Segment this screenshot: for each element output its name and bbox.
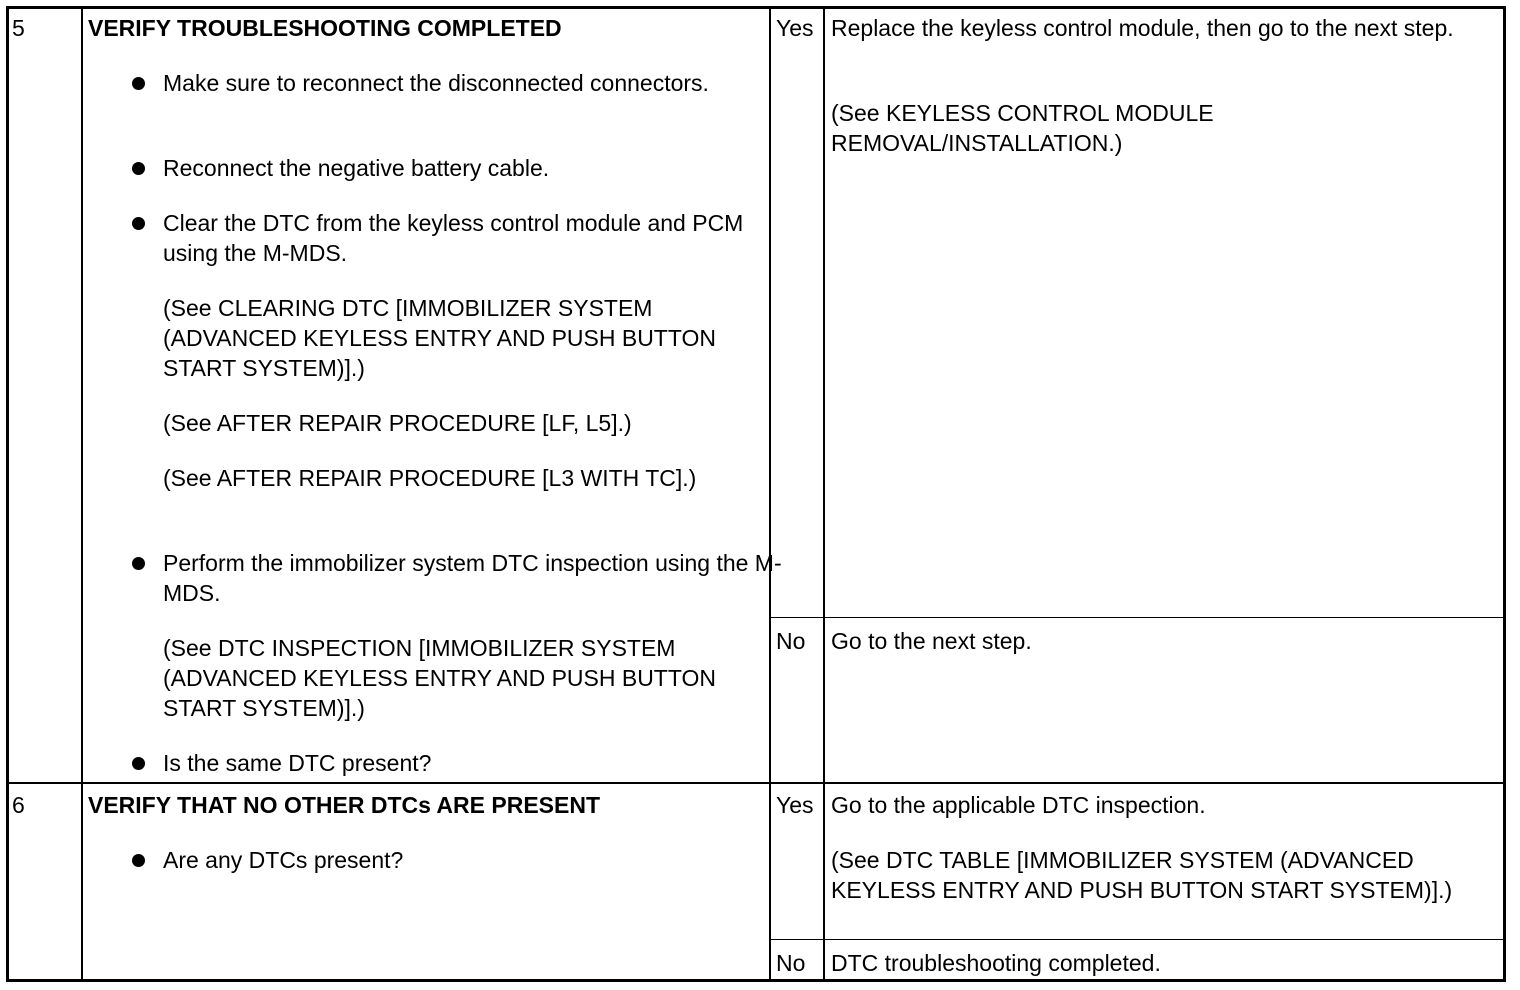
no-action: Go to the next step. <box>831 628 1032 654</box>
yes-no-divider <box>769 617 1506 618</box>
reference-note: (See CLEARING DTC [IMMOBILIZER SYSTEM (ADVANCED KEYLESS ENTRY AND PUSH BUTTON START SYSTEM)].) <box>163 295 716 381</box>
reference-note: (See DTC INSPECTION [IMMOBILIZER SYSTEM (ADVANCED KEYLESS ENTRY AND PUSH BUTTON START SYSTEM)].) <box>163 635 716 721</box>
step-title: VERIFY THAT NO OTHER DTCs ARE PRESENT <box>88 792 601 818</box>
reference-note: (See AFTER REPAIR PROCEDURE [LF, L5].) <box>163 410 632 436</box>
step-bullet-item: Are any DTCs present? <box>88 845 823 875</box>
yes-reference: (See DTC TABLE [IMMOBILIZER SYSTEM (ADVANCED KEYLESS ENTRY AND PUSH BUTTON START SYSTEM)].) <box>831 847 1453 903</box>
yes-action: Replace the keyless control module, then go to the next step. <box>831 15 1454 41</box>
yes-no-divider <box>769 939 1506 940</box>
step-number: 5 <box>12 15 25 41</box>
no-label: No <box>776 950 806 976</box>
yes-label: Yes <box>776 792 814 818</box>
bullet-icon <box>132 217 145 230</box>
column-divider <box>81 6 83 982</box>
step-title: VERIFY TROUBLESHOOTING COMPLETED <box>88 15 562 41</box>
step-bullet-item: Is the same DTC present? <box>88 748 823 778</box>
step-bullet-item: Perform the immobilizer system DTC inspection using the M-MDS. <box>88 548 783 608</box>
no-label: No <box>776 628 806 654</box>
yes-action: Go to the applicable DTC inspection. <box>831 792 1206 818</box>
bullet-icon <box>132 77 145 90</box>
step-bullet-item: Clear the DTC from the keyless control module and PCM using the M-MDS. <box>88 208 763 268</box>
row-divider <box>6 782 1506 784</box>
step-bullet-item: Reconnect the negative battery cable. <box>88 153 823 183</box>
yes-reference: (See KEYLESS CONTROL MODULE REMOVAL/INSTALLATION.) <box>831 100 1214 156</box>
bullet-icon <box>132 854 145 867</box>
yes-label: Yes <box>776 15 814 41</box>
bullet-icon <box>132 757 145 770</box>
bullet-icon <box>132 162 145 175</box>
step-bullet-item: Make sure to reconnect the disconnected connectors. <box>88 68 823 98</box>
reference-note: (See AFTER REPAIR PROCEDURE [L3 WITH TC].) <box>163 465 697 491</box>
step-number: 6 <box>12 792 25 818</box>
column-divider <box>823 6 825 982</box>
bullet-icon <box>132 557 145 570</box>
no-action: DTC troubleshooting completed. <box>831 950 1161 976</box>
